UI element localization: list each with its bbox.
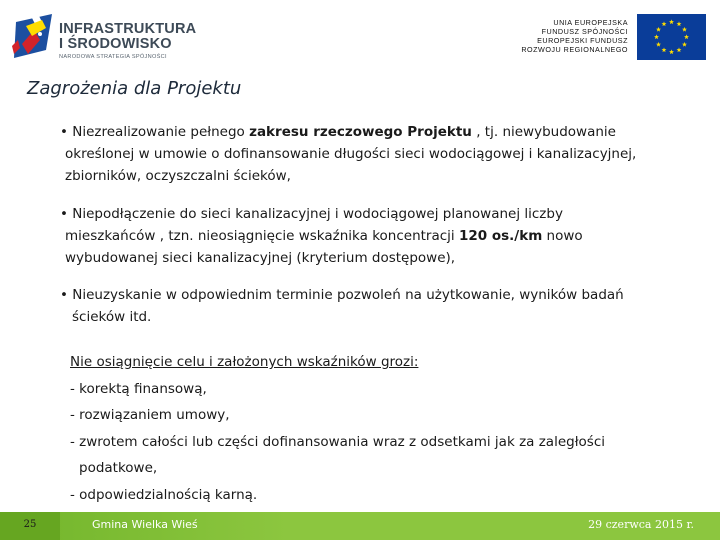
eu-star-icon bbox=[669, 19, 674, 24]
eu-star-icon bbox=[662, 47, 667, 52]
bullet-1-bold: zakresu rzeczowego Projektu bbox=[249, 124, 472, 140]
bullet-1-prefix: • Niezrealizowanie pełnego bbox=[60, 124, 250, 140]
eu-star-icon bbox=[677, 47, 682, 52]
eu-star-icon bbox=[656, 27, 661, 32]
eu-star-icon bbox=[654, 34, 659, 39]
eu-line2: FUNDUSZ SPÓJNOŚCI bbox=[541, 27, 628, 36]
bullet-2-line2-pre: mieszkańców , tzn. nieosiągnięcie wskaźnika koncentracji bbox=[65, 228, 459, 244]
bullet-3-line2: ścieków itd. bbox=[72, 309, 152, 325]
eu-line1: UNIA EUROPEJSKA bbox=[553, 18, 628, 27]
logo-line3: NARODOWA STRATEGIA SPÓJNOŚCI bbox=[59, 54, 167, 60]
eu-star-icon bbox=[669, 49, 674, 54]
eu-star-icon bbox=[656, 42, 661, 47]
eu-flag-icon bbox=[637, 14, 706, 60]
bullet-2 bbox=[60, 203, 700, 269]
bullet-1-rest: , tj. niewybudowanie bbox=[471, 124, 616, 140]
bullet-3-line1: • Nieuzyskanie w odpowiednim terminie pozwoleń na użytkowanie, wyników badań bbox=[60, 287, 624, 303]
eu-star-icon bbox=[684, 34, 689, 39]
logo-line2: I ŚRODOWISKO bbox=[59, 36, 172, 52]
eu-star-icon bbox=[682, 42, 687, 47]
footer-text: Gmina Wielka Wieś bbox=[92, 518, 198, 531]
bullet-2-line3: wybudowanej sieci kanalizacyjnej (kryterium dostępowe), bbox=[65, 250, 456, 266]
eu-star-icon bbox=[677, 21, 682, 26]
list-item: - zwrotem całości lub części dofinansowania wraz z odsetkami jak za zaległości bbox=[70, 433, 606, 450]
bullet-3 bbox=[60, 284, 700, 328]
nss-emblem-icon bbox=[12, 10, 56, 62]
bullet-1 bbox=[60, 121, 700, 187]
logo-line1: INFRASTRUKTURA bbox=[59, 21, 197, 37]
eu-line4: ROZWOJU REGIONALNEGO bbox=[521, 45, 628, 54]
list-item: - rozwiązaniem umowy, bbox=[70, 407, 230, 423]
infrastruktura-logo bbox=[12, 10, 197, 65]
list-item-continuation: podatkowe, bbox=[79, 460, 158, 476]
bullet-2-line2 bbox=[60, 225, 700, 247]
footer-date: 29 czerwca 2015 r. bbox=[588, 518, 694, 531]
consequences-list bbox=[70, 349, 700, 508]
footer-bar bbox=[0, 512, 720, 540]
slide-title: Zagrożenia dla Projektu bbox=[27, 78, 242, 99]
bullet-2-line2-post: nowo bbox=[542, 228, 583, 244]
list-header: Nie osiągnięcie celu i założonych wskaźników grozi: bbox=[70, 354, 419, 370]
bullet-2-line1: • Niepodłączenie do sieci kanalizacyjnej i wodociągowej planowanej liczby bbox=[60, 206, 563, 222]
page-number: 25 bbox=[23, 519, 37, 530]
eu-stars-icon bbox=[637, 14, 706, 60]
eu-star-icon bbox=[662, 21, 667, 26]
bullet-1-line2: określonej w umowie o dofinansowanie długości sieci wodociągowej i kanalizacyjnej, bbox=[65, 146, 637, 162]
list-item: - korektą finansową, bbox=[70, 380, 207, 397]
eu-star-icon bbox=[682, 27, 687, 32]
eu-line3: EUROPEJSKI FUNDUSZ bbox=[537, 36, 628, 45]
bullet-2-line2-bold: 120 os./km bbox=[458, 228, 543, 244]
list-item: - odpowiedzialnością karną. bbox=[70, 486, 258, 503]
bullet-1-line3: zbiorników, oczyszczalni ścieków, bbox=[65, 168, 291, 184]
eu-text-block bbox=[488, 18, 628, 54]
